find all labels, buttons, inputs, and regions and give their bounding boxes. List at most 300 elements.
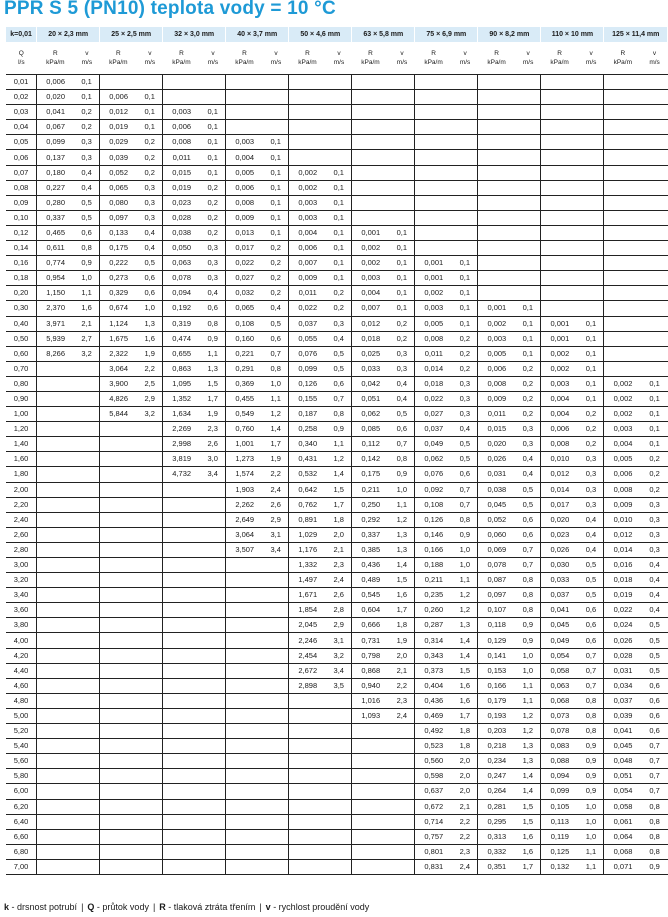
flow-cell: 0,30 xyxy=(6,301,37,316)
loss-cell: 0,007 xyxy=(352,301,389,316)
loss-cell xyxy=(352,75,389,90)
loss-cell: 0,026 xyxy=(478,452,515,467)
velocity-cell: 1,7 xyxy=(389,603,415,618)
velocity-cell xyxy=(578,165,604,180)
velocity-cell xyxy=(263,829,289,844)
legend-key: v xyxy=(265,902,271,912)
loss-cell xyxy=(352,210,389,225)
velocity-cell: 0,5 xyxy=(578,573,604,588)
velocity-unit-header xyxy=(137,42,163,75)
loss-cell xyxy=(37,467,74,482)
velocity-cell: 1,2 xyxy=(389,512,415,527)
loss-cell: 0,006 xyxy=(478,361,515,376)
velocity-cell: 2,7 xyxy=(74,331,100,346)
loss-cell: 0,760 xyxy=(226,422,263,437)
table-row xyxy=(6,301,668,316)
loss-cell: 0,003 xyxy=(352,271,389,286)
velocity-cell: 0,2 xyxy=(200,225,226,240)
velocity-cell: 0,7 xyxy=(515,558,541,573)
table-row xyxy=(6,452,668,467)
table-row xyxy=(6,256,668,271)
flow-cell: 0,18 xyxy=(6,271,37,286)
velocity-cell: 0,2 xyxy=(200,195,226,210)
loss-cell xyxy=(289,769,326,784)
flow-cell: 6,60 xyxy=(6,829,37,844)
loss-cell: 0,003 xyxy=(289,210,326,225)
velocity-unit-header xyxy=(452,42,478,75)
loss-cell: 1,497 xyxy=(289,573,326,588)
velocity-cell: 0,5 xyxy=(642,618,668,633)
flow-cell: 0,02 xyxy=(6,90,37,105)
table-row xyxy=(6,708,668,723)
loss-cell xyxy=(100,693,137,708)
loss-cell: 1,093 xyxy=(352,708,389,723)
loss-cell xyxy=(226,739,263,754)
velocity-cell xyxy=(515,150,541,165)
loss-cell xyxy=(37,724,74,739)
loss-cell: 0,054 xyxy=(604,784,642,799)
table-row xyxy=(6,225,668,240)
loss-cell xyxy=(100,724,137,739)
velocity-cell: 3,5 xyxy=(326,678,352,693)
velocity-unit-header xyxy=(642,42,668,75)
flow-cell: 0,04 xyxy=(6,120,37,135)
velocity-cell xyxy=(74,497,100,512)
velocity-cell: 0,7 xyxy=(515,542,541,557)
table-row xyxy=(6,648,668,663)
velocity-unit-header-symbol: v xyxy=(211,50,215,57)
flow-cell: 5,00 xyxy=(6,708,37,723)
loss-cell: 2,246 xyxy=(289,633,326,648)
velocity-cell xyxy=(200,859,226,874)
loss-cell xyxy=(604,301,642,316)
loss-cell xyxy=(352,784,389,799)
loss-cell: 2,672 xyxy=(289,663,326,678)
loss-cell: 0,019 xyxy=(604,588,642,603)
loss-cell xyxy=(100,558,137,573)
loss-cell: 0,058 xyxy=(541,663,579,678)
velocity-cell: 0,8 xyxy=(578,693,604,708)
velocity-cell: 0,6 xyxy=(200,301,226,316)
loss-cell: 0,004 xyxy=(541,407,579,422)
loss-cell: 0,087 xyxy=(478,573,515,588)
loss-cell: 0,033 xyxy=(541,573,579,588)
table-row xyxy=(6,316,668,331)
loss-cell xyxy=(37,407,74,422)
velocity-cell: 1,9 xyxy=(200,407,226,422)
loss-cell: 1,903 xyxy=(226,482,263,497)
loss-cell: 0,002 xyxy=(352,241,389,256)
loss-cell: 0,250 xyxy=(352,497,389,512)
loss-cell: 0,011 xyxy=(478,407,515,422)
velocity-cell xyxy=(642,105,668,120)
velocity-cell: 0,3 xyxy=(578,497,604,512)
legend-text: - drsnost potrubí xyxy=(9,902,78,912)
loss-cell: 0,064 xyxy=(604,829,642,844)
velocity-cell: 0,9 xyxy=(326,422,352,437)
velocity-cell xyxy=(326,784,352,799)
loss-cell xyxy=(37,648,74,663)
loss-cell xyxy=(226,844,263,859)
loss-cell: 0,337 xyxy=(352,527,389,542)
loss-cell: 0,003 xyxy=(604,422,642,437)
table-row xyxy=(6,618,668,633)
loss-cell: 0,012 xyxy=(352,316,389,331)
velocity-cell xyxy=(642,195,668,210)
loss-cell xyxy=(289,739,326,754)
loss-cell: 0,032 xyxy=(226,286,263,301)
velocity-cell xyxy=(578,180,604,195)
flow-cell: 2,60 xyxy=(6,527,37,542)
velocity-cell: 0,5 xyxy=(578,558,604,573)
flow-cell: 2,00 xyxy=(6,482,37,497)
velocity-cell xyxy=(642,241,668,256)
table-row xyxy=(6,165,668,180)
flow-cell: 4,20 xyxy=(6,648,37,663)
pressure-loss-table xyxy=(6,27,668,875)
loss-cell: 0,002 xyxy=(541,361,579,376)
velocity-cell xyxy=(642,256,668,271)
velocity-cell xyxy=(137,814,163,829)
velocity-cell: 3,2 xyxy=(137,407,163,422)
velocity-cell: 0,2 xyxy=(578,422,604,437)
velocity-cell xyxy=(137,497,163,512)
loss-cell xyxy=(37,437,74,452)
flow-cell: 5,20 xyxy=(6,724,37,739)
table-row xyxy=(6,482,668,497)
table-row xyxy=(6,558,668,573)
loss-cell: 0,078 xyxy=(478,558,515,573)
velocity-cell: 0,1 xyxy=(137,120,163,135)
velocity-cell xyxy=(263,618,289,633)
loss-cell: 0,001 xyxy=(541,331,579,346)
velocity-cell xyxy=(578,120,604,135)
velocity-cell xyxy=(74,799,100,814)
velocity-cell xyxy=(137,799,163,814)
velocity-cell: 0,1 xyxy=(263,150,289,165)
loss-cell: 4,732 xyxy=(163,467,200,482)
loss-cell xyxy=(226,784,263,799)
velocity-cell xyxy=(74,663,100,678)
velocity-unit-header-unit: m/s xyxy=(81,59,93,66)
velocity-cell xyxy=(326,150,352,165)
loss-cell xyxy=(604,210,642,225)
velocity-cell: 0,4 xyxy=(515,452,541,467)
loss-unit-header-unit: kPa/m xyxy=(46,59,65,66)
loss-cell xyxy=(163,799,200,814)
loss-cell: 0,002 xyxy=(478,316,515,331)
loss-cell xyxy=(163,844,200,859)
velocity-cell: 0,6 xyxy=(578,603,604,618)
velocity-cell: 0,3 xyxy=(452,376,478,391)
loss-cell: 0,031 xyxy=(604,663,642,678)
flow-cell: 4,00 xyxy=(6,633,37,648)
loss-cell: 0,045 xyxy=(604,739,642,754)
loss-cell: 0,062 xyxy=(352,407,389,422)
velocity-cell: 1,0 xyxy=(578,829,604,844)
loss-cell xyxy=(163,542,200,557)
table-row xyxy=(6,739,668,754)
velocity-cell: 0,8 xyxy=(642,829,668,844)
velocity-cell xyxy=(326,814,352,829)
loss-cell xyxy=(163,648,200,663)
loss-cell: 0,038 xyxy=(163,225,200,240)
loss-cell: 0,049 xyxy=(415,437,452,452)
loss-cell: 0,006 xyxy=(541,422,579,437)
loss-cell xyxy=(478,90,515,105)
loss-cell xyxy=(163,497,200,512)
velocity-cell: 1,6 xyxy=(137,331,163,346)
velocity-cell xyxy=(578,90,604,105)
velocity-cell: 0,5 xyxy=(452,452,478,467)
velocity-cell xyxy=(137,618,163,633)
loss-cell xyxy=(415,90,452,105)
loss-cell xyxy=(415,105,452,120)
velocity-cell: 0,2 xyxy=(642,482,668,497)
velocity-cell: 2,6 xyxy=(200,437,226,452)
velocity-cell: 0,1 xyxy=(326,271,352,286)
velocity-cell xyxy=(263,814,289,829)
velocity-cell: 3,0 xyxy=(200,452,226,467)
loss-cell: 0,014 xyxy=(604,542,642,557)
table-row xyxy=(6,271,668,286)
loss-cell: 0,002 xyxy=(415,286,452,301)
velocity-cell xyxy=(578,75,604,90)
loss-cell: 0,005 xyxy=(415,316,452,331)
velocity-cell: 1,0 xyxy=(74,271,100,286)
loss-cell xyxy=(478,120,515,135)
velocity-cell xyxy=(137,663,163,678)
pipe-size-header: 90 × 8,2 mm xyxy=(478,27,541,42)
velocity-cell xyxy=(137,678,163,693)
velocity-cell xyxy=(137,558,163,573)
velocity-cell: 0,4 xyxy=(578,542,604,557)
velocity-cell xyxy=(74,588,100,603)
velocity-cell: 0,2 xyxy=(326,301,352,316)
loss-cell xyxy=(100,588,137,603)
velocity-cell: 0,2 xyxy=(642,467,668,482)
velocity-cell: 2,1 xyxy=(389,663,415,678)
flow-cell: 1,20 xyxy=(6,422,37,437)
loss-cell xyxy=(415,165,452,180)
loss-cell xyxy=(100,603,137,618)
velocity-cell: 1,0 xyxy=(389,482,415,497)
velocity-cell xyxy=(74,769,100,784)
velocity-cell xyxy=(200,769,226,784)
loss-cell xyxy=(541,180,579,195)
velocity-cell xyxy=(74,527,100,542)
velocity-cell: 1,1 xyxy=(515,678,541,693)
velocity-cell: 0,4 xyxy=(137,225,163,240)
loss-cell: 0,337 xyxy=(37,210,74,225)
loss-cell xyxy=(37,814,74,829)
loss-cell: 0,373 xyxy=(415,663,452,678)
loss-cell xyxy=(226,603,263,618)
flow-cell: 0,03 xyxy=(6,105,37,120)
loss-cell xyxy=(352,180,389,195)
velocity-cell xyxy=(326,693,352,708)
loss-cell xyxy=(352,135,389,150)
loss-cell: 0,018 xyxy=(604,573,642,588)
loss-cell xyxy=(541,120,579,135)
velocity-cell xyxy=(642,346,668,361)
loss-cell: 0,545 xyxy=(352,588,389,603)
loss-cell: 0,062 xyxy=(415,452,452,467)
velocity-cell: 0,5 xyxy=(74,210,100,225)
loss-cell: 2,370 xyxy=(37,301,74,316)
loss-cell xyxy=(541,150,579,165)
loss-cell xyxy=(604,180,642,195)
table-row xyxy=(6,663,668,678)
loss-cell: 0,097 xyxy=(100,210,137,225)
velocity-cell: 0,4 xyxy=(389,376,415,391)
flow-cell: 6,00 xyxy=(6,784,37,799)
velocity-cell xyxy=(578,135,604,150)
loss-cell: 0,674 xyxy=(100,301,137,316)
loss-cell: 0,001 xyxy=(352,225,389,240)
velocity-cell: 0,9 xyxy=(578,739,604,754)
loss-cell: 0,003 xyxy=(415,301,452,316)
velocity-cell: 0,1 xyxy=(578,361,604,376)
velocity-cell: 2,1 xyxy=(326,542,352,557)
loss-cell: 0,001 xyxy=(415,271,452,286)
velocity-cell: 0,8 xyxy=(200,316,226,331)
velocity-cell: 0,3 xyxy=(200,271,226,286)
velocity-cell xyxy=(389,150,415,165)
pipe-size-header: 25 × 2,5 mm xyxy=(100,27,163,42)
velocity-cell xyxy=(642,90,668,105)
loss-cell xyxy=(478,135,515,150)
velocity-cell xyxy=(515,241,541,256)
loss-cell: 0,332 xyxy=(478,844,515,859)
velocity-cell xyxy=(74,678,100,693)
loss-cell xyxy=(289,754,326,769)
table-row xyxy=(6,633,668,648)
velocity-cell: 3,1 xyxy=(326,633,352,648)
loss-cell: 0,058 xyxy=(604,799,642,814)
loss-cell xyxy=(226,120,263,135)
loss-cell xyxy=(415,135,452,150)
velocity-cell: 0,2 xyxy=(389,316,415,331)
velocity-cell: 0,1 xyxy=(642,422,668,437)
velocity-cell xyxy=(452,210,478,225)
flow-cell: 6,20 xyxy=(6,799,37,814)
velocity-cell: 0,1 xyxy=(389,301,415,316)
loss-cell xyxy=(541,165,579,180)
velocity-cell: 0,4 xyxy=(578,512,604,527)
loss-unit-header-unit: kPa/m xyxy=(298,59,317,66)
loss-cell: 0,179 xyxy=(478,693,515,708)
loss-cell: 0,155 xyxy=(289,391,326,406)
loss-cell: 0,008 xyxy=(541,437,579,452)
loss-cell xyxy=(37,527,74,542)
velocity-cell xyxy=(200,633,226,648)
velocity-cell xyxy=(137,859,163,874)
loss-cell: 0,126 xyxy=(415,512,452,527)
flow-cell: 0,06 xyxy=(6,150,37,165)
loss-cell xyxy=(100,739,137,754)
loss-cell: 1,634 xyxy=(163,407,200,422)
velocity-cell xyxy=(578,241,604,256)
velocity-cell: 1,2 xyxy=(515,724,541,739)
loss-cell xyxy=(163,75,200,90)
velocity-cell xyxy=(263,573,289,588)
table-row xyxy=(6,361,668,376)
velocity-cell: 0,8 xyxy=(642,814,668,829)
velocity-cell: 0,5 xyxy=(326,361,352,376)
velocity-cell: 0,9 xyxy=(642,859,668,874)
loss-cell: 0,099 xyxy=(37,135,74,150)
flow-cell: 6,80 xyxy=(6,844,37,859)
loss-cell: 0,523 xyxy=(415,739,452,754)
velocity-cell: 0,6 xyxy=(263,331,289,346)
velocity-cell xyxy=(389,195,415,210)
unit-header-row xyxy=(6,42,668,75)
loss-cell: 0,137 xyxy=(37,150,74,165)
velocity-cell: 1,4 xyxy=(263,422,289,437)
table-row xyxy=(6,769,668,784)
velocity-cell xyxy=(200,542,226,557)
loss-cell xyxy=(163,573,200,588)
flow-cell: 1,00 xyxy=(6,407,37,422)
velocity-cell: 0,1 xyxy=(326,241,352,256)
velocity-cell xyxy=(263,558,289,573)
flow-cell: 3,60 xyxy=(6,603,37,618)
loss-cell: 0,436 xyxy=(352,558,389,573)
velocity-cell: 1,7 xyxy=(326,497,352,512)
loss-cell xyxy=(100,708,137,723)
velocity-cell: 2,3 xyxy=(452,844,478,859)
loss-cell: 0,099 xyxy=(289,361,326,376)
loss-cell: 0,067 xyxy=(37,120,74,135)
velocity-cell: 2,9 xyxy=(137,391,163,406)
loss-cell xyxy=(163,618,200,633)
loss-cell: 0,022 xyxy=(289,301,326,316)
velocity-cell: 0,6 xyxy=(137,271,163,286)
velocity-cell xyxy=(452,241,478,256)
velocity-cell: 2,3 xyxy=(200,422,226,437)
loss-cell xyxy=(604,256,642,271)
velocity-cell: 1,2 xyxy=(326,452,352,467)
velocity-cell xyxy=(137,708,163,723)
velocity-cell xyxy=(389,165,415,180)
table-row xyxy=(6,391,668,406)
loss-cell xyxy=(37,799,74,814)
loss-cell: 0,008 xyxy=(415,331,452,346)
loss-cell xyxy=(37,452,74,467)
table-row xyxy=(6,497,668,512)
loss-cell: 0,028 xyxy=(604,648,642,663)
loss-cell: 0,023 xyxy=(541,527,579,542)
loss-cell: 4,826 xyxy=(100,391,137,406)
table-row xyxy=(6,799,668,814)
velocity-cell: 0,2 xyxy=(452,346,478,361)
velocity-unit-header-unit: m/s xyxy=(207,59,219,66)
loss-cell xyxy=(163,708,200,723)
loss-cell: 2,998 xyxy=(163,437,200,452)
loss-cell: 0,273 xyxy=(100,271,137,286)
velocity-cell: 1,1 xyxy=(200,346,226,361)
loss-cell xyxy=(289,829,326,844)
loss-cell: 0,023 xyxy=(163,195,200,210)
velocity-cell: 2,6 xyxy=(263,497,289,512)
legend-text: - rychlost proudění vody xyxy=(270,902,370,912)
velocity-cell: 0,6 xyxy=(642,708,668,723)
loss-cell: 2,262 xyxy=(226,497,263,512)
velocity-cell xyxy=(452,225,478,240)
velocity-cell xyxy=(642,361,668,376)
loss-unit-header-unit: kPa/m xyxy=(487,59,506,66)
